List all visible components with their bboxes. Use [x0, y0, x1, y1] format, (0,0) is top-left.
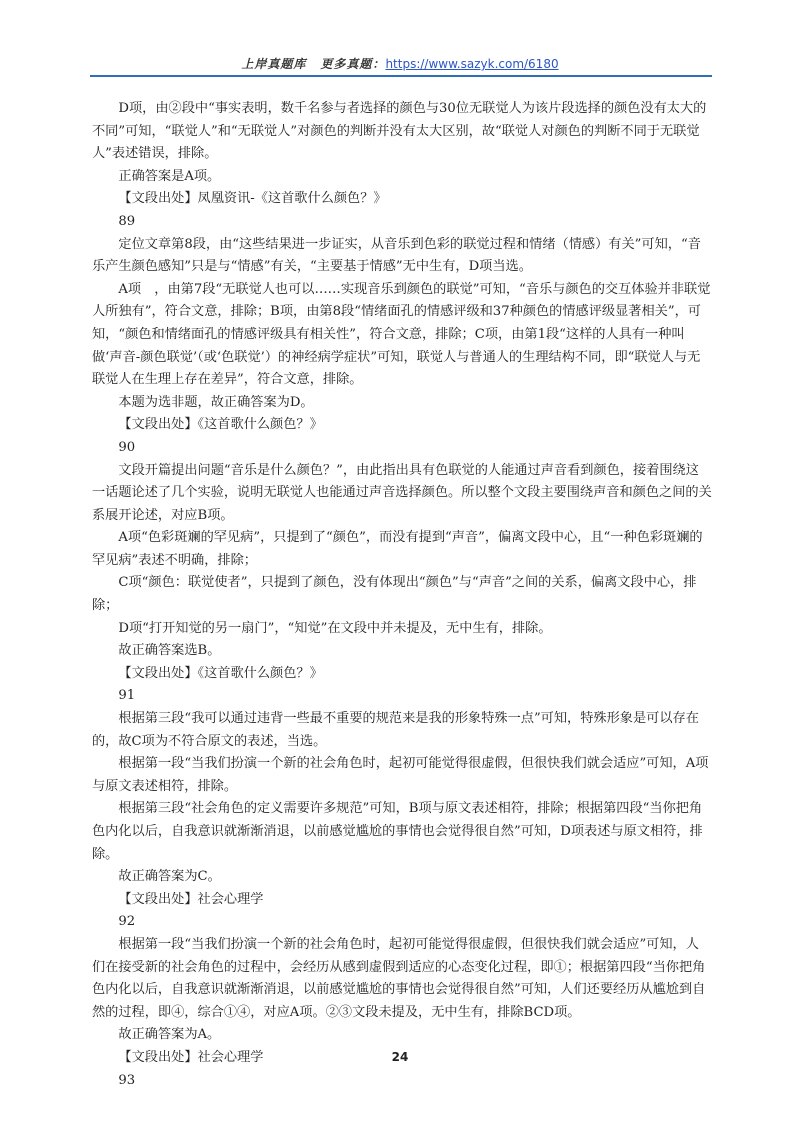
paragraph: A项“色彩斑斓的罕见病”，只提到了“颜色”，而没有提到“声音”，偏离文段中心，且“一种色彩斑斓的罕见病”表述不明确，排除； [92, 530, 703, 568]
paragraph: 90 [118, 439, 136, 455]
paragraph: 正确答案是A项。 [118, 168, 221, 184]
paragraph: 【文段出处】《这首歌什么颜色？》 [118, 665, 323, 681]
paragraph: 本题为选非题，故正确答案为D。 [118, 394, 314, 410]
paragraph: D项，由②段中“事实表明，数千名参与者选择的颜色与30位无联觉人为该片段选择的颜色没有太大的不同”可知，“联觉人”和“无联觉人”对颜色的判断并没有太大区别，故“联觉人对颜色的判断不同于无联觉人”表述错误，排除。 [92, 101, 707, 162]
paragraph: 【文段出处】社会心理学 [118, 1049, 264, 1065]
paragraph: D项“打开知觉的另一扇门”，“知觉”在文段中并未提及，无中生有，排除。 [118, 620, 552, 636]
header-divider [90, 75, 712, 77]
paragraph: C项“颜色：联觉使者”，只提到了颜色，没有体现出“颜色”与“声音”之间的关系，偏离文段中心，排除； [92, 575, 697, 614]
paragraph: 【文段出处】《这首歌什么颜色？》 [118, 417, 323, 433]
paragraph: 【文段出处】凤凰资讯-《这首歌什么颜色？》 [118, 191, 387, 207]
paragraph: 【文段出处】社会心理学 [118, 891, 264, 907]
paragraph: 故正确答案为C。 [118, 869, 221, 885]
paragraph: 文段开篇提出问题“音乐是什么颜色？”，由此指出具有色联觉的人能通过声音看到颜色，接着围绕这一话题论述了几个实验，说明无联觉人也能通过声音选择颜色。所以整个文段主要围绕声音和颜色之间的关系展开论述，对应B项。 [92, 462, 712, 523]
paragraph: 93 [118, 1072, 136, 1088]
paragraph: 故正确答案为A。 [118, 1027, 221, 1043]
paragraph: 根据第三段“社会角色的定义需要许多规范”可知，B项与原文表述相符，排除；根据第四段“当你把角色内化以后，自我意识就渐渐消退，以前感觉尴尬的事情也会觉得很自然”可知，D项表述与原文相符，排除。 [92, 801, 703, 862]
header-more-label: 更多真题： [320, 57, 386, 71]
header-brand: 上岸真题库 [241, 57, 307, 71]
paragraph: A项 ，由第7段“无联觉人也可以……实现音乐到颜色的联觉”可知，“音乐与颜色的交互体验并非联觉人所独有”，符合文意，排除；B项，由第8段“情绪面孔的情感评级和37种颜色的情感评级显著相关”，可知，“颜色和情绪面孔的情感评级具有相关性”，符合文意，排除；C项，由第1段“这样的人具有一种叫做‘声音-颜色联觉’（或‘色联觉’）的神经病学症状”可知，联觉人与普通人的生理结构不同，即“联觉人与无联觉人在生理上存在差异”，符合文意，排除。 [92, 281, 711, 388]
page-number: 24 [391, 1050, 409, 1064]
header-url-link[interactable]: https://www.sazyk.com/6180 [385, 57, 559, 71]
paragraph: 定位文章第8段，由“这些结果进一步证实，从音乐到色彩的联觉过程和情绪（情感）有关”可知，“音乐产生颜色感知”只是与“情感”有关，“主要基于情感”无中生有，D项当选。 [92, 236, 701, 275]
page-header [90, 55, 710, 77]
paragraph: 89 [118, 213, 136, 229]
paragraph: 91 [118, 688, 136, 704]
paragraph: 92 [118, 914, 136, 930]
document-body [92, 98, 712, 1092]
paragraph: 故正确答案选B。 [118, 643, 221, 659]
paragraph: 根据第一段“当我们扮演一个新的社会角色时，起初可能觉得很虚假，但很快我们就会适应”可知，A项与原文表述相符，排除。 [92, 756, 709, 794]
paragraph: 根据第三段“我可以通过违背一些最不重要的规范来是我的形象特殊一点”可知，特殊形象是可以存在的，故C项为不符合原文的表述，当选。 [92, 711, 699, 749]
paragraph: 根据第一段“当我们扮演一个新的社会角色时，起初可能觉得很虚假，但很快我们就会适应”可知，人们在接受新的社会角色的过程中，会经历从感到虚假到适应的心态变化过程，即①；根据第四段“当你把角色内化以后，自我意识就渐渐消退，以前感觉尴尬的事情也会觉得很自然”可知，人们还要经历从尴尬到自然的过程，即④，综合①④，对应A项。②③文段未提及，无中生有，排除BCD项。 [92, 936, 706, 1020]
